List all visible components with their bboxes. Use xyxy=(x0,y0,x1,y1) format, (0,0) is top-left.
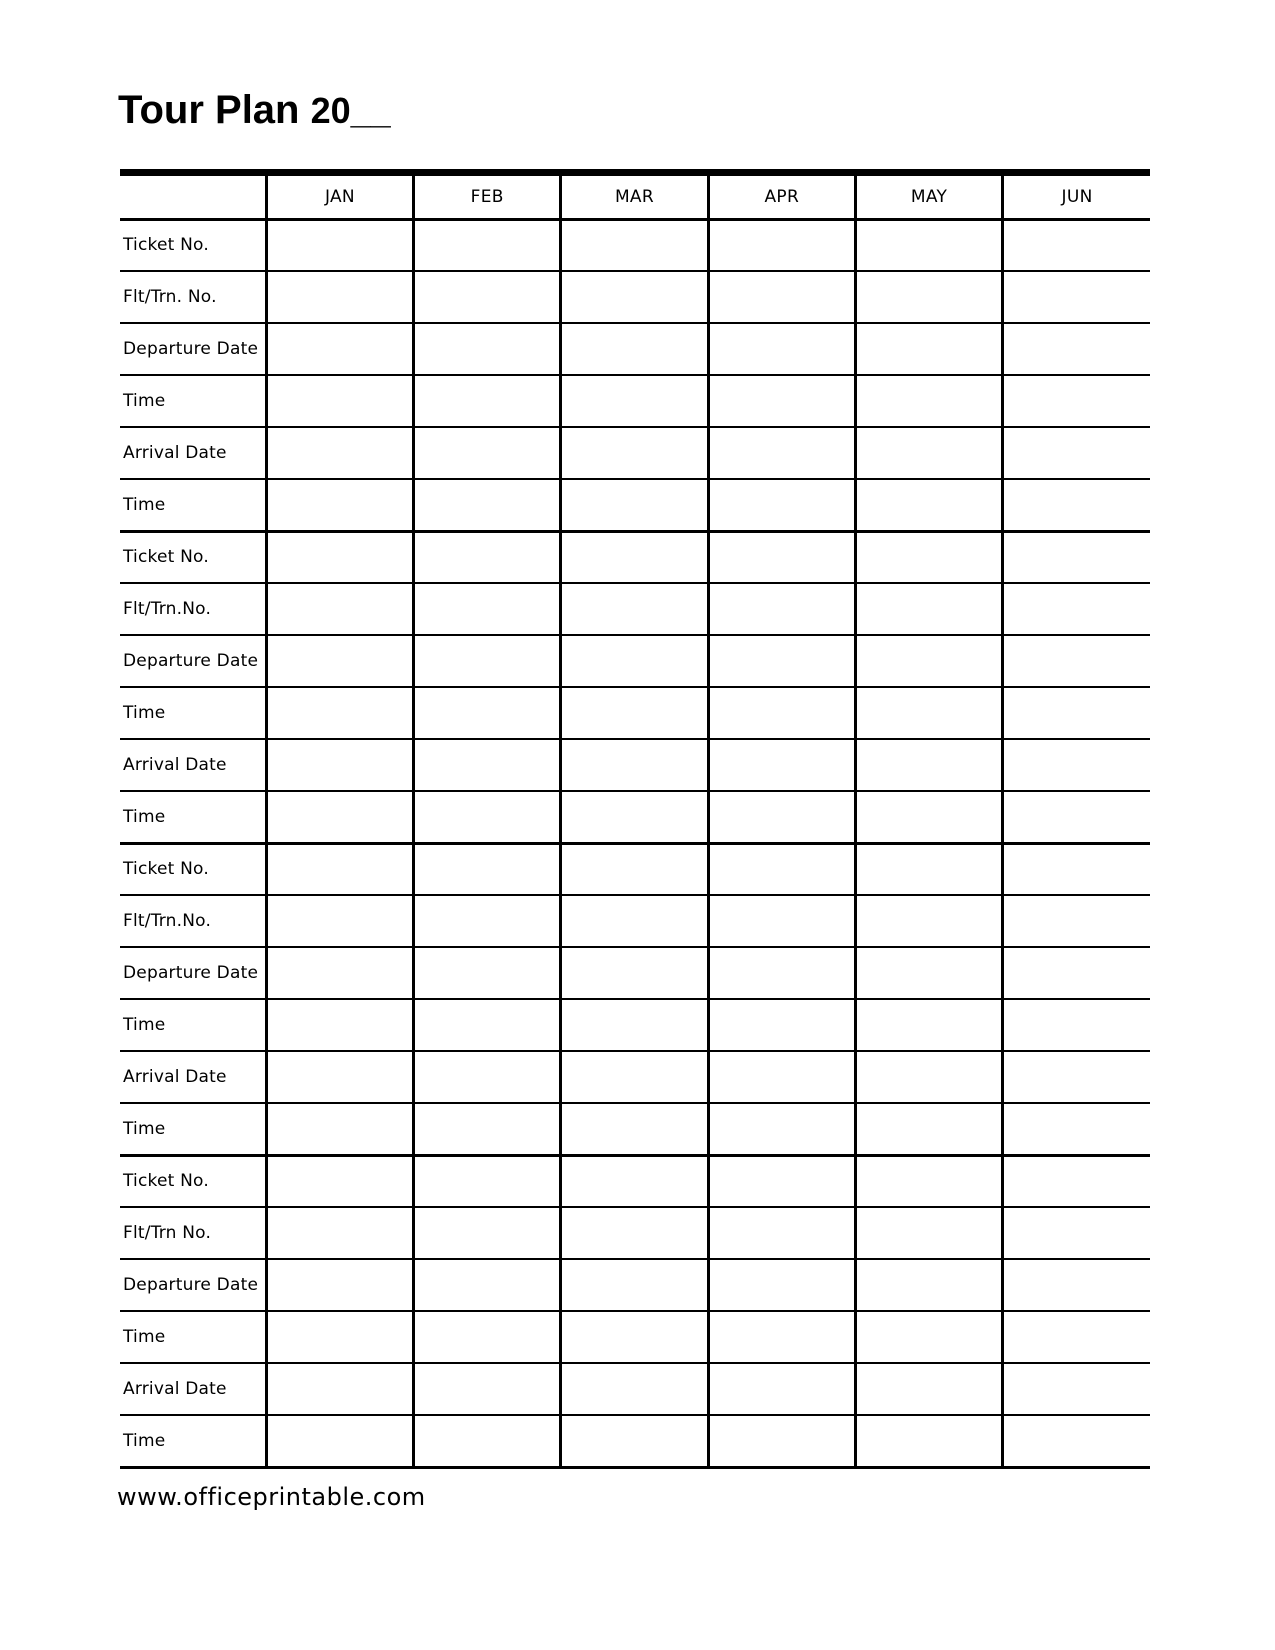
row-label: Arrival Date xyxy=(120,1051,266,1103)
entry-cell-jun[interactable] xyxy=(1003,1259,1150,1311)
entry-cell-apr[interactable] xyxy=(708,271,855,323)
table-row xyxy=(120,375,1150,427)
entry-cell-jun[interactable] xyxy=(1003,1207,1150,1259)
row-label: Arrival Date xyxy=(120,739,266,791)
entry-cell-jan[interactable] xyxy=(266,1415,413,1467)
entry-cell-mar[interactable] xyxy=(561,947,708,999)
row-label: Time xyxy=(120,1415,266,1467)
entry-cell-apr[interactable] xyxy=(708,375,855,427)
entry-cell-jan[interactable] xyxy=(266,999,413,1051)
row-label: Ticket No. xyxy=(120,219,266,271)
row-label: Departure Date xyxy=(120,635,266,687)
entry-cell-jun[interactable] xyxy=(1003,219,1150,271)
entry-cell-apr[interactable] xyxy=(708,479,855,531)
table-row xyxy=(120,219,1150,271)
entry-cell-apr[interactable] xyxy=(708,1363,855,1415)
entry-cell-apr[interactable] xyxy=(708,1103,855,1155)
entry-cell-apr[interactable] xyxy=(708,1207,855,1259)
entry-cell-may[interactable] xyxy=(855,1311,1002,1363)
table-row xyxy=(120,323,1150,375)
entry-cell-may[interactable] xyxy=(855,323,1002,375)
entry-cell-mar[interactable] xyxy=(561,791,708,843)
table-row xyxy=(120,1363,1150,1415)
entry-cell-mar[interactable] xyxy=(561,1363,708,1415)
entry-cell-jan[interactable] xyxy=(266,219,413,271)
entry-cell-feb[interactable] xyxy=(414,947,561,999)
row-label: Ticket No. xyxy=(120,1155,266,1207)
entry-cell-jan[interactable] xyxy=(266,1155,413,1207)
row-label: Arrival Date xyxy=(120,427,266,479)
entry-cell-jun[interactable] xyxy=(1003,1051,1150,1103)
entry-cell-apr[interactable] xyxy=(708,323,855,375)
entry-cell-feb[interactable] xyxy=(414,1103,561,1155)
entry-cell-jun[interactable] xyxy=(1003,1311,1150,1363)
row-label: Flt/Trn.No. xyxy=(120,583,266,635)
entry-cell-mar[interactable] xyxy=(561,271,708,323)
table-row xyxy=(120,947,1150,999)
entry-cell-jun[interactable] xyxy=(1003,271,1150,323)
entry-cell-jan[interactable] xyxy=(266,1363,413,1415)
entry-cell-may[interactable] xyxy=(855,1259,1002,1311)
row-label: Flt/Trn.No. xyxy=(120,895,266,947)
entry-cell-jun[interactable] xyxy=(1003,375,1150,427)
entry-cell-may[interactable] xyxy=(855,791,1002,843)
row-label: Time xyxy=(120,479,266,531)
tour-plan-sheet xyxy=(120,169,1150,1469)
entry-cell-feb[interactable] xyxy=(414,895,561,947)
entry-cell-mar[interactable] xyxy=(561,895,708,947)
title-text: Tour Plan xyxy=(118,88,300,132)
entry-cell-jan[interactable] xyxy=(266,1103,413,1155)
entry-cell-may[interactable] xyxy=(855,1103,1002,1155)
row-label: Time xyxy=(120,375,266,427)
footer-url: www.officeprintable.com xyxy=(117,1483,426,1511)
entry-cell-feb[interactable] xyxy=(414,531,561,583)
row-label: Departure Date xyxy=(120,323,266,375)
entry-cell-feb[interactable] xyxy=(414,219,561,271)
entry-cell-may[interactable] xyxy=(855,739,1002,791)
table-row xyxy=(120,1415,1150,1467)
table-body xyxy=(120,219,1150,1467)
entry-cell-mar[interactable] xyxy=(561,1207,708,1259)
table-row xyxy=(120,479,1150,531)
entry-cell-jun[interactable] xyxy=(1003,687,1150,739)
row-label: Time xyxy=(120,1103,266,1155)
entry-cell-jun[interactable] xyxy=(1003,1363,1150,1415)
entry-cell-mar[interactable] xyxy=(561,427,708,479)
entry-cell-apr[interactable] xyxy=(708,739,855,791)
entry-cell-jun[interactable] xyxy=(1003,895,1150,947)
table-row xyxy=(120,271,1150,323)
entry-cell-jan[interactable] xyxy=(266,1207,413,1259)
entry-cell-mar[interactable] xyxy=(561,531,708,583)
entry-cell-may[interactable] xyxy=(855,375,1002,427)
entry-cell-mar[interactable] xyxy=(561,1415,708,1467)
entry-cell-feb[interactable] xyxy=(414,375,561,427)
entry-cell-mar[interactable] xyxy=(561,843,708,895)
entry-cell-feb[interactable] xyxy=(414,843,561,895)
table-row xyxy=(120,635,1150,687)
entry-cell-may[interactable] xyxy=(855,427,1002,479)
entry-cell-may[interactable] xyxy=(855,1363,1002,1415)
entry-cell-feb[interactable] xyxy=(414,791,561,843)
entry-cell-mar[interactable] xyxy=(561,687,708,739)
entry-cell-feb[interactable] xyxy=(414,1259,561,1311)
table-row xyxy=(120,531,1150,583)
entry-cell-jun[interactable] xyxy=(1003,323,1150,375)
entry-cell-mar[interactable] xyxy=(561,635,708,687)
title-year: 20__ xyxy=(310,90,391,131)
table-row xyxy=(120,1155,1150,1207)
entry-cell-jan[interactable] xyxy=(266,375,413,427)
column-header-mar: MAR xyxy=(561,176,708,219)
entry-cell-may[interactable] xyxy=(855,635,1002,687)
entry-cell-jan[interactable] xyxy=(266,531,413,583)
entry-cell-feb[interactable] xyxy=(414,739,561,791)
entry-cell-apr[interactable] xyxy=(708,843,855,895)
entry-cell-feb[interactable] xyxy=(414,687,561,739)
column-header-may: MAY xyxy=(855,176,1002,219)
entry-cell-apr[interactable] xyxy=(708,531,855,583)
table-row xyxy=(120,427,1150,479)
entry-cell-mar[interactable] xyxy=(561,375,708,427)
entry-cell-jan[interactable] xyxy=(266,791,413,843)
entry-cell-may[interactable] xyxy=(855,1155,1002,1207)
table-row xyxy=(120,583,1150,635)
table-row xyxy=(120,739,1150,791)
row-label: Ticket No. xyxy=(120,531,266,583)
entry-cell-jun[interactable] xyxy=(1003,999,1150,1051)
entry-cell-jun[interactable] xyxy=(1003,1415,1150,1467)
entry-cell-jun[interactable] xyxy=(1003,791,1150,843)
entry-cell-feb[interactable] xyxy=(414,479,561,531)
entry-cell-feb[interactable] xyxy=(414,1363,561,1415)
top-rule xyxy=(120,169,1150,176)
header-row xyxy=(120,176,1150,219)
table-row xyxy=(120,999,1150,1051)
entry-cell-jan[interactable] xyxy=(266,1051,413,1103)
table-row xyxy=(120,687,1150,739)
entry-cell-mar[interactable] xyxy=(561,479,708,531)
entry-cell-jan[interactable] xyxy=(266,635,413,687)
entry-cell-apr[interactable] xyxy=(708,1259,855,1311)
entry-cell-may[interactable] xyxy=(855,1415,1002,1467)
table-row xyxy=(120,843,1150,895)
entry-cell-may[interactable] xyxy=(855,1207,1002,1259)
entry-cell-feb[interactable] xyxy=(414,999,561,1051)
entry-cell-may[interactable] xyxy=(855,999,1002,1051)
entry-cell-feb[interactable] xyxy=(414,1207,561,1259)
entry-cell-may[interactable] xyxy=(855,1051,1002,1103)
entry-cell-apr[interactable] xyxy=(708,1415,855,1467)
entry-cell-apr[interactable] xyxy=(708,687,855,739)
table-row xyxy=(120,791,1150,843)
column-header-apr: APR xyxy=(708,176,855,219)
row-label: Departure Date xyxy=(120,947,266,999)
row-label: Time xyxy=(120,999,266,1051)
entry-cell-jun[interactable] xyxy=(1003,1155,1150,1207)
entry-cell-apr[interactable] xyxy=(708,947,855,999)
entry-cell-jun[interactable] xyxy=(1003,479,1150,531)
table-row xyxy=(120,895,1150,947)
entry-cell-jun[interactable] xyxy=(1003,427,1150,479)
entry-cell-jan[interactable] xyxy=(266,583,413,635)
entry-cell-feb[interactable] xyxy=(414,323,561,375)
entry-cell-jan[interactable] xyxy=(266,427,413,479)
entry-cell-mar[interactable] xyxy=(561,1051,708,1103)
table-row xyxy=(120,1207,1150,1259)
entry-cell-jan[interactable] xyxy=(266,947,413,999)
entry-cell-mar[interactable] xyxy=(561,1155,708,1207)
entry-cell-mar[interactable] xyxy=(561,1259,708,1311)
entry-cell-apr[interactable] xyxy=(708,999,855,1051)
row-label: Departure Date xyxy=(120,1259,266,1311)
entry-cell-apr[interactable] xyxy=(708,583,855,635)
entry-cell-mar[interactable] xyxy=(561,1103,708,1155)
entry-cell-mar[interactable] xyxy=(561,219,708,271)
entry-cell-jan[interactable] xyxy=(266,843,413,895)
row-label: Time xyxy=(120,687,266,739)
entry-cell-mar[interactable] xyxy=(561,999,708,1051)
entry-cell-may[interactable] xyxy=(855,479,1002,531)
entry-cell-may[interactable] xyxy=(855,219,1002,271)
entry-cell-feb[interactable] xyxy=(414,635,561,687)
entry-cell-apr[interactable] xyxy=(708,635,855,687)
entry-cell-jan[interactable] xyxy=(266,895,413,947)
tour-plan-table xyxy=(120,176,1150,1469)
entry-cell-feb[interactable] xyxy=(414,1051,561,1103)
corner-header-cell xyxy=(120,176,266,219)
column-header-jun: JUN xyxy=(1003,176,1150,219)
entry-cell-jun[interactable] xyxy=(1003,635,1150,687)
entry-cell-mar[interactable] xyxy=(561,739,708,791)
entry-cell-feb[interactable] xyxy=(414,1155,561,1207)
entry-cell-apr[interactable] xyxy=(708,791,855,843)
row-label: Time xyxy=(120,791,266,843)
table-row xyxy=(120,1103,1150,1155)
entry-cell-jan[interactable] xyxy=(266,323,413,375)
entry-cell-apr[interactable] xyxy=(708,1311,855,1363)
row-label: Flt/Trn No. xyxy=(120,1207,266,1259)
page-title xyxy=(118,86,391,135)
entry-cell-feb[interactable] xyxy=(414,271,561,323)
entry-cell-apr[interactable] xyxy=(708,427,855,479)
entry-cell-feb[interactable] xyxy=(414,1415,561,1467)
entry-cell-apr[interactable] xyxy=(708,1155,855,1207)
entry-cell-jun[interactable] xyxy=(1003,947,1150,999)
entry-cell-jan[interactable] xyxy=(266,479,413,531)
entry-cell-feb[interactable] xyxy=(414,427,561,479)
column-header-feb: FEB xyxy=(414,176,561,219)
column-header-jan: JAN xyxy=(266,176,413,219)
entry-cell-jun[interactable] xyxy=(1003,1103,1150,1155)
entry-cell-may[interactable] xyxy=(855,271,1002,323)
table-row xyxy=(120,1311,1150,1363)
entry-cell-jun[interactable] xyxy=(1003,583,1150,635)
table-row xyxy=(120,1051,1150,1103)
entry-cell-jan[interactable] xyxy=(266,271,413,323)
entry-cell-mar[interactable] xyxy=(561,323,708,375)
row-label: Time xyxy=(120,1311,266,1363)
entry-cell-jan[interactable] xyxy=(266,1259,413,1311)
entry-cell-may[interactable] xyxy=(855,947,1002,999)
entry-cell-may[interactable] xyxy=(855,895,1002,947)
table-row xyxy=(120,1259,1150,1311)
row-label: Arrival Date xyxy=(120,1363,266,1415)
entry-cell-apr[interactable] xyxy=(708,895,855,947)
entry-cell-mar[interactable] xyxy=(561,1311,708,1363)
entry-cell-jan[interactable] xyxy=(266,739,413,791)
entry-cell-apr[interactable] xyxy=(708,1051,855,1103)
entry-cell-jan[interactable] xyxy=(266,687,413,739)
entry-cell-may[interactable] xyxy=(855,687,1002,739)
entry-cell-feb[interactable] xyxy=(414,583,561,635)
row-label: Ticket No. xyxy=(120,843,266,895)
entry-cell-feb[interactable] xyxy=(414,1311,561,1363)
entry-cell-apr[interactable] xyxy=(708,219,855,271)
entry-cell-mar[interactable] xyxy=(561,583,708,635)
entry-cell-may[interactable] xyxy=(855,583,1002,635)
entry-cell-may[interactable] xyxy=(855,531,1002,583)
entry-cell-jan[interactable] xyxy=(266,1311,413,1363)
row-label: Flt/Trn. No. xyxy=(120,271,266,323)
entry-cell-may[interactable] xyxy=(855,843,1002,895)
entry-cell-jun[interactable] xyxy=(1003,531,1150,583)
entry-cell-jun[interactable] xyxy=(1003,843,1150,895)
entry-cell-jun[interactable] xyxy=(1003,739,1150,791)
